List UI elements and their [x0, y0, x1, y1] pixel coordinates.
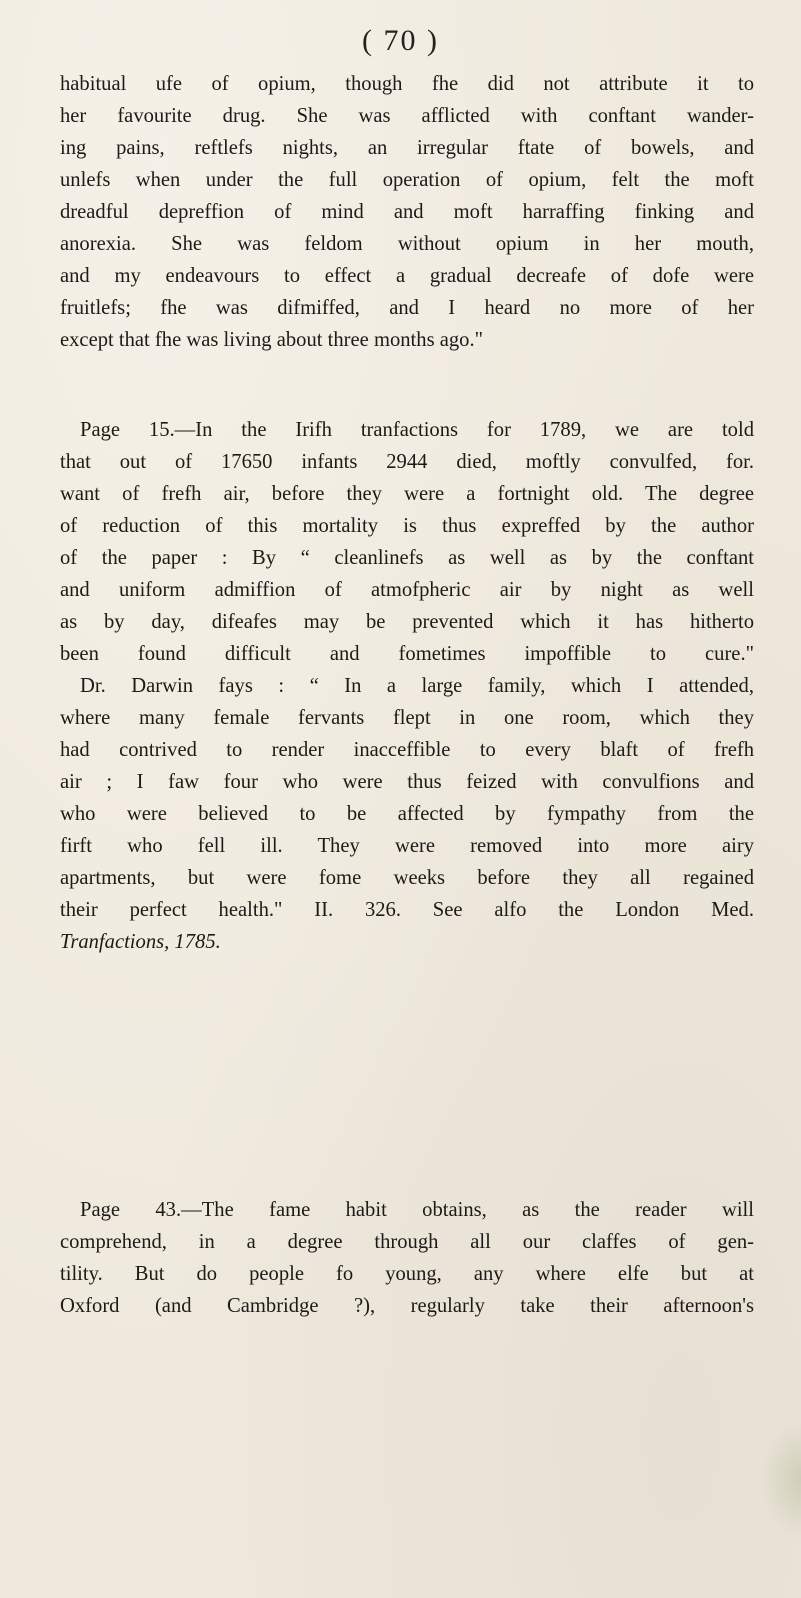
text-line: air ; I faw four who were thus feized with convulfions and — [60, 771, 754, 793]
text-line: anorexia. She was feldom without opium in her mouth, — [60, 233, 754, 255]
text-line: their perfect health." II. 326. See alfo the London Med. — [60, 899, 754, 921]
text-line: been found difficult and fometimes impoffible to cure." — [60, 643, 754, 665]
text-line: Page 15.—In the Irifh tranfactions for 1789, we are told — [80, 419, 754, 441]
text-line: who were believed to be affected by fympathy from the — [60, 803, 754, 825]
text-line: and my endeavours to effect a gradual decreafe of dofe were — [60, 265, 754, 287]
text-line: firft who fell ill. They were removed into more airy — [60, 835, 754, 857]
text-line: want of frefh air, before they were a fortnight old. The degree — [60, 483, 754, 505]
text-line: Oxford (and Cambridge ?), regularly take their afternoon's — [60, 1295, 754, 1317]
paragraph-page-43 — [60, 1194, 754, 1322]
text-line: Tranfactions, 1785. — [60, 931, 221, 953]
text-line: and uniform admiffion of atmofpheric air by night as well — [60, 579, 754, 601]
text-line: except that fhe was living about three months ago." — [60, 329, 484, 351]
text-line: where many female fervants flept in one room, which they — [60, 707, 754, 729]
text-line: unlefs when under the full operation of opium, felt the moft — [60, 169, 754, 191]
text-line: apartments, but were fome weeks before they all regained — [60, 867, 754, 889]
text-line: fruitlefs; fhe was difmiffed, and I heard no more of her — [60, 297, 754, 319]
paragraph-opium-case — [60, 68, 754, 356]
paragraph-page-15 — [60, 414, 754, 958]
text-line: of the paper : By “ cleanlinefs as well as by the conftant — [60, 547, 754, 569]
text-line: of reduction of this mortality is thus expreffed by the author — [60, 515, 754, 537]
text-line: her favourite drug. She was afflicted with conftant wander- — [60, 105, 754, 127]
text-line: ing pains, reftlefs nights, an irregular ftate of bowels, and — [60, 137, 754, 159]
paper-stain — [761, 1420, 801, 1540]
text-line: Dr. Darwin fays : “ In a large family, which I attended, — [80, 675, 754, 697]
page-number-header: ( 70 ) — [362, 24, 439, 57]
text-line: that out of 17650 infants 2944 died, moftly convulfed, for. — [60, 451, 754, 473]
text-line: as by day, difeafes may be prevented which it has hitherto — [60, 611, 754, 633]
text-line: tility. But do people fo young, any where elfe but at — [60, 1263, 754, 1285]
text-line: habitual ufe of opium, though fhe did not attribute it to — [60, 73, 754, 95]
text-line: dreadful depreffion of mind and moft harraffing finking and — [60, 201, 754, 223]
text-line: had contrived to render inacceffible to every blaft of frefh — [60, 739, 754, 761]
text-line: comprehend, in a degree through all our claffes of gen- — [60, 1231, 754, 1253]
text-line: Page 43.—The fame habit obtains, as the reader will — [80, 1199, 754, 1221]
